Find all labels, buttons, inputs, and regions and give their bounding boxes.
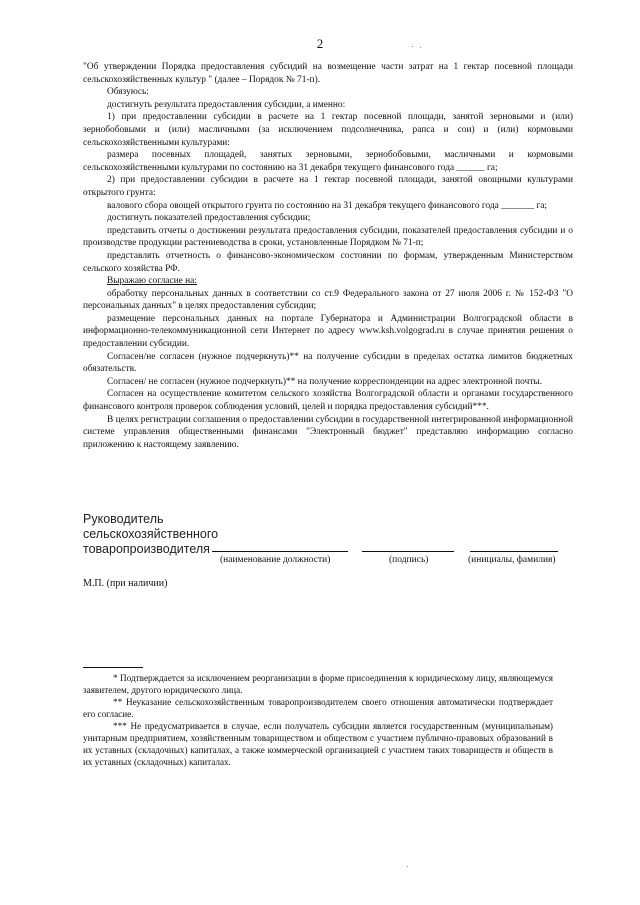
footnote-3: *** Не предусматривается в случае, если получатель субсидии является государственным (муниципальным) унитарным предприятием, хозяйственным товариществом и обществом с участием публично-правовых образований в их уставных (складочных) капиталах, а также коммерческой организацией с участием таких товариществ и обществ в их уставных (складочных) капиталах. <box>83 721 553 767</box>
caption-name: (инициалы, фамилия) <box>468 555 556 565</box>
scan-speck <box>412 46 413 47</box>
footnotes <box>83 672 553 768</box>
paragraph-consent-inspections: Согласен на осуществление комитетом сельского хозяйства Волгоградской области и органами государственного финансового контроля проверок соблюдения условий, целей и порядка предоставления субсидий***. <box>83 389 573 413</box>
paragraph-sown-area: размера посевных площадей, занятых зерновыми, зернобобовыми, масличными и кормовыми сельскохозяйственными культурами по состоянию на 31 декабря текущего финансового года ______ га; <box>83 150 573 173</box>
page-number: 2 <box>316 36 324 51</box>
caption-signature: (подпись) <box>389 555 429 565</box>
paragraph-order-title: "Об утверждении Порядка предоставления субсидий на возмещение части затрат на 1 гектар посевной площади сельскохозяйственных культур " (далее – Порядок № 71-п). <box>83 62 573 85</box>
footnote-2: ** Неуказание сельскохозяйственным товаропроизводителем своего отношения автоматически подтверждает его согласие. <box>83 697 553 719</box>
caption-position: (наименование должности) <box>220 555 331 565</box>
paragraph-item-1: 1) при предоставлении субсидии в расчете на 1 гектар посевной площади, занятой зерновыми и (или) зернобобовыми и (или) масличными (за исключением подсолнечника, рапса и сои) и (или) кормовыми сельскохозяйственными культурами: <box>83 112 573 148</box>
paragraph-obligations-heading: Обязуюсь: <box>107 87 149 98</box>
paragraph-achieve-indicators: достигнуть показателей предоставления субсидии; <box>107 213 311 224</box>
paragraph-achieve-result: достигнуть результата предоставления субсидии, а именно: <box>107 99 346 110</box>
paragraph-consent-heading: Выражаю согласие на: <box>107 276 197 287</box>
paragraph-data-publication: размещение персональных данных на портале Губернатора и Администрации Волгоградской области в информационно-телекоммуникационной сети Интернет по адресу www.ksh.volgograd.ru в случае принятия решения о предоставлении субсидии. <box>83 313 573 350</box>
paragraph-consent-email: Согласен/ не согласен (нужное подчеркнуть)** на получение корреспонденции на адрес электронной почты. <box>107 376 543 387</box>
paragraph-personal-data: обработку персональных данных в соответствии со ст.9 Федерального закона от 27 июля 2006 г. № 152-ФЗ "О персональных данных" в целях предоставления субсидии; <box>83 288 573 312</box>
application-body <box>83 61 573 451</box>
paragraph-submit-reports: представить отчеты о достижении результата предоставления субсидии, показателей предоставления субсидии и о производстве продукции растениеводства в сроки, установленные Порядком № 71-п; <box>83 225 573 249</box>
signatory-title-line-1: Руководитель <box>83 512 164 526</box>
name-line <box>470 551 558 552</box>
footnote-1: * Подтверждается за исключением реорганизации в форме присоединения к юридическому лицу, являющемуся заявителем, другого юридического лица. <box>83 673 553 695</box>
signatory-title-line-2: сельскохозяйственного <box>83 527 219 541</box>
paragraph-electronic-budget: В целях регистрации соглашения о предоставлении субсидии в государственной интегрированной информационной системе управления общественными финансами "Электронный бюджет" представляю информацию согласно приложению к настоящему заявлению. <box>83 414 574 450</box>
signature-line <box>362 551 454 552</box>
paragraph-consent-limits: Согласен/не согласен (нужное подчеркнуть)** на получение субсидии в пределах остатка лимитов бюджетных обязательств. <box>83 351 573 375</box>
paragraph-gross-harvest: валового сбора овощей открытого грунта по состоянию на 31 декабря текущего финансового года _______ га; <box>107 200 547 211</box>
scan-speck <box>407 866 408 867</box>
footnote-separator <box>83 667 143 668</box>
position-line <box>212 551 348 552</box>
stamp-note: М.П. (при наличии) <box>83 578 168 589</box>
paragraph-item-2: 2) при предоставлении субсидии в расчете на 1 гектар посевной площади, занятой овощными культурами открытого грунта: <box>83 175 573 198</box>
scan-speck <box>420 47 421 48</box>
paragraph-financial-reporting: представлять отчетность о финансово-экономическом состоянии по формам, утвержденным Министерством сельского хозяйства РФ. <box>83 250 573 274</box>
signatory-title-line-3: товаропроизводителя <box>83 542 210 556</box>
